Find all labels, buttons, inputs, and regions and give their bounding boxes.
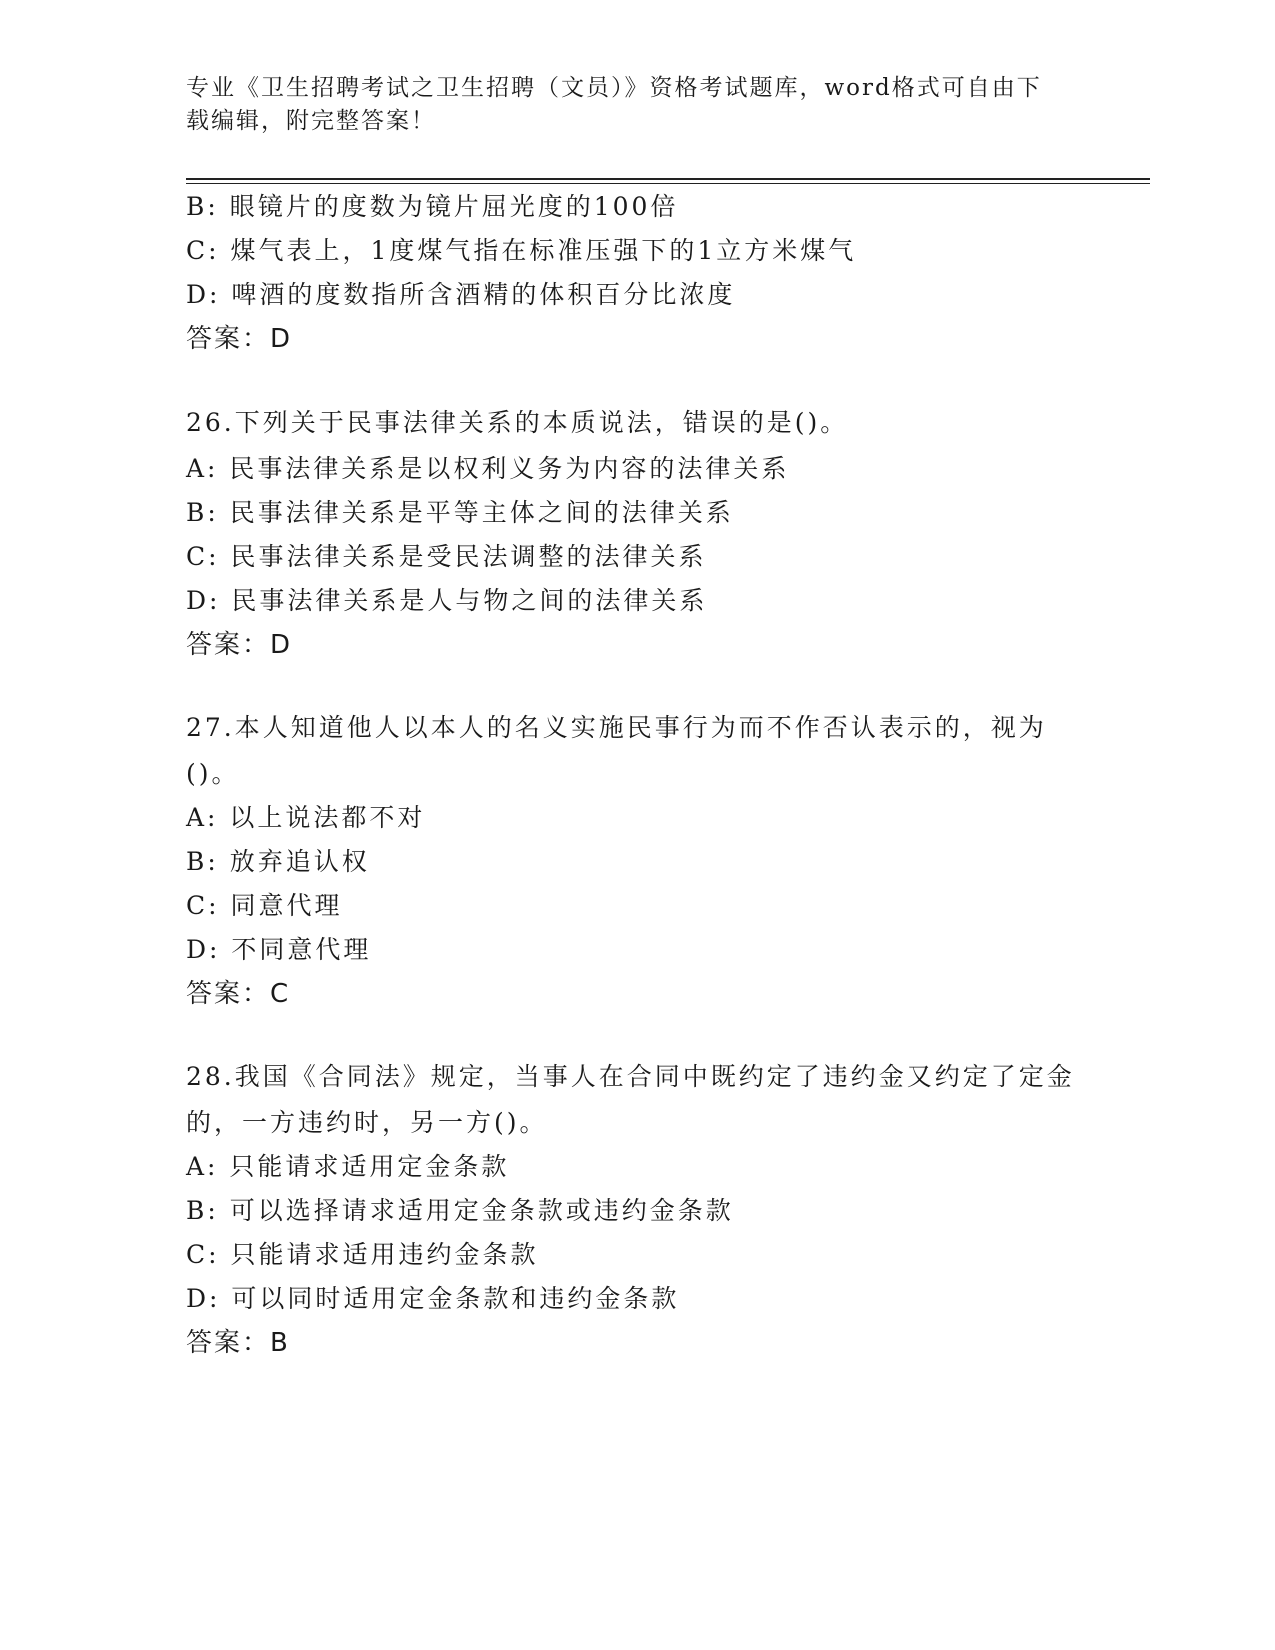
question-text: 27.本人知道他人以本人的名义实施民事行为而不作否认表示的，视为()。 xyxy=(186,713,1047,788)
answer-line: 答案：D xyxy=(186,324,293,354)
option-c: C: 民事法律关系是受民法调整的法律关系 xyxy=(186,542,707,571)
option-d: D: 不同意代理 xyxy=(186,935,372,964)
option-c: C: 同意代理 xyxy=(186,891,343,920)
option-a: A: 只能请求适用定金条款 xyxy=(186,1152,510,1181)
option-a: A: 以上说法都不对 xyxy=(186,803,426,832)
document-header: 专业《卫生招聘考试之卫生招聘（文员）》资格考试题库，word格式可自由下载编辑，附完整答案！ xyxy=(186,75,1042,134)
question-text: 26.下列关于民事法律关系的本质说法，错误的是()。 xyxy=(186,408,849,437)
option-d: D: 啤酒的度数指所含酒精的体积百分比浓度 xyxy=(186,280,736,309)
option-d: D: 民事法律关系是人与物之间的法律关系 xyxy=(186,586,708,615)
option-a: A: 民事法律关系是以权利义务为内容的法律关系 xyxy=(186,454,790,483)
header-divider-thick xyxy=(186,178,1150,180)
question-text: 28.我国《合同法》规定，当事人在合同中既约定了违约金又约定了定金的，一方违约时，另一方()。 xyxy=(186,1062,1075,1137)
answer-line: 答案：B xyxy=(186,1328,290,1358)
option-b: B: 放弃追认权 xyxy=(186,847,370,876)
option-c: C: 煤气表上，1度煤气指在标准压强下的1立方米煤气 xyxy=(186,236,857,265)
option-d: D: 可以同时适用定金条款和违约金条款 xyxy=(186,1284,680,1313)
option-c: C: 只能请求适用违约金条款 xyxy=(186,1240,539,1269)
option-b: B: 可以选择请求适用定金条款或违约金条款 xyxy=(186,1196,734,1225)
option-b: B: 眼镜片的度数为镜片屈光度的100倍 xyxy=(186,192,679,221)
option-b: B: 民事法律关系是平等主体之间的法律关系 xyxy=(186,498,734,527)
answer-line: 答案：C xyxy=(186,979,291,1009)
header-divider-thin xyxy=(186,183,1150,184)
answer-line: 答案：D xyxy=(186,630,293,660)
